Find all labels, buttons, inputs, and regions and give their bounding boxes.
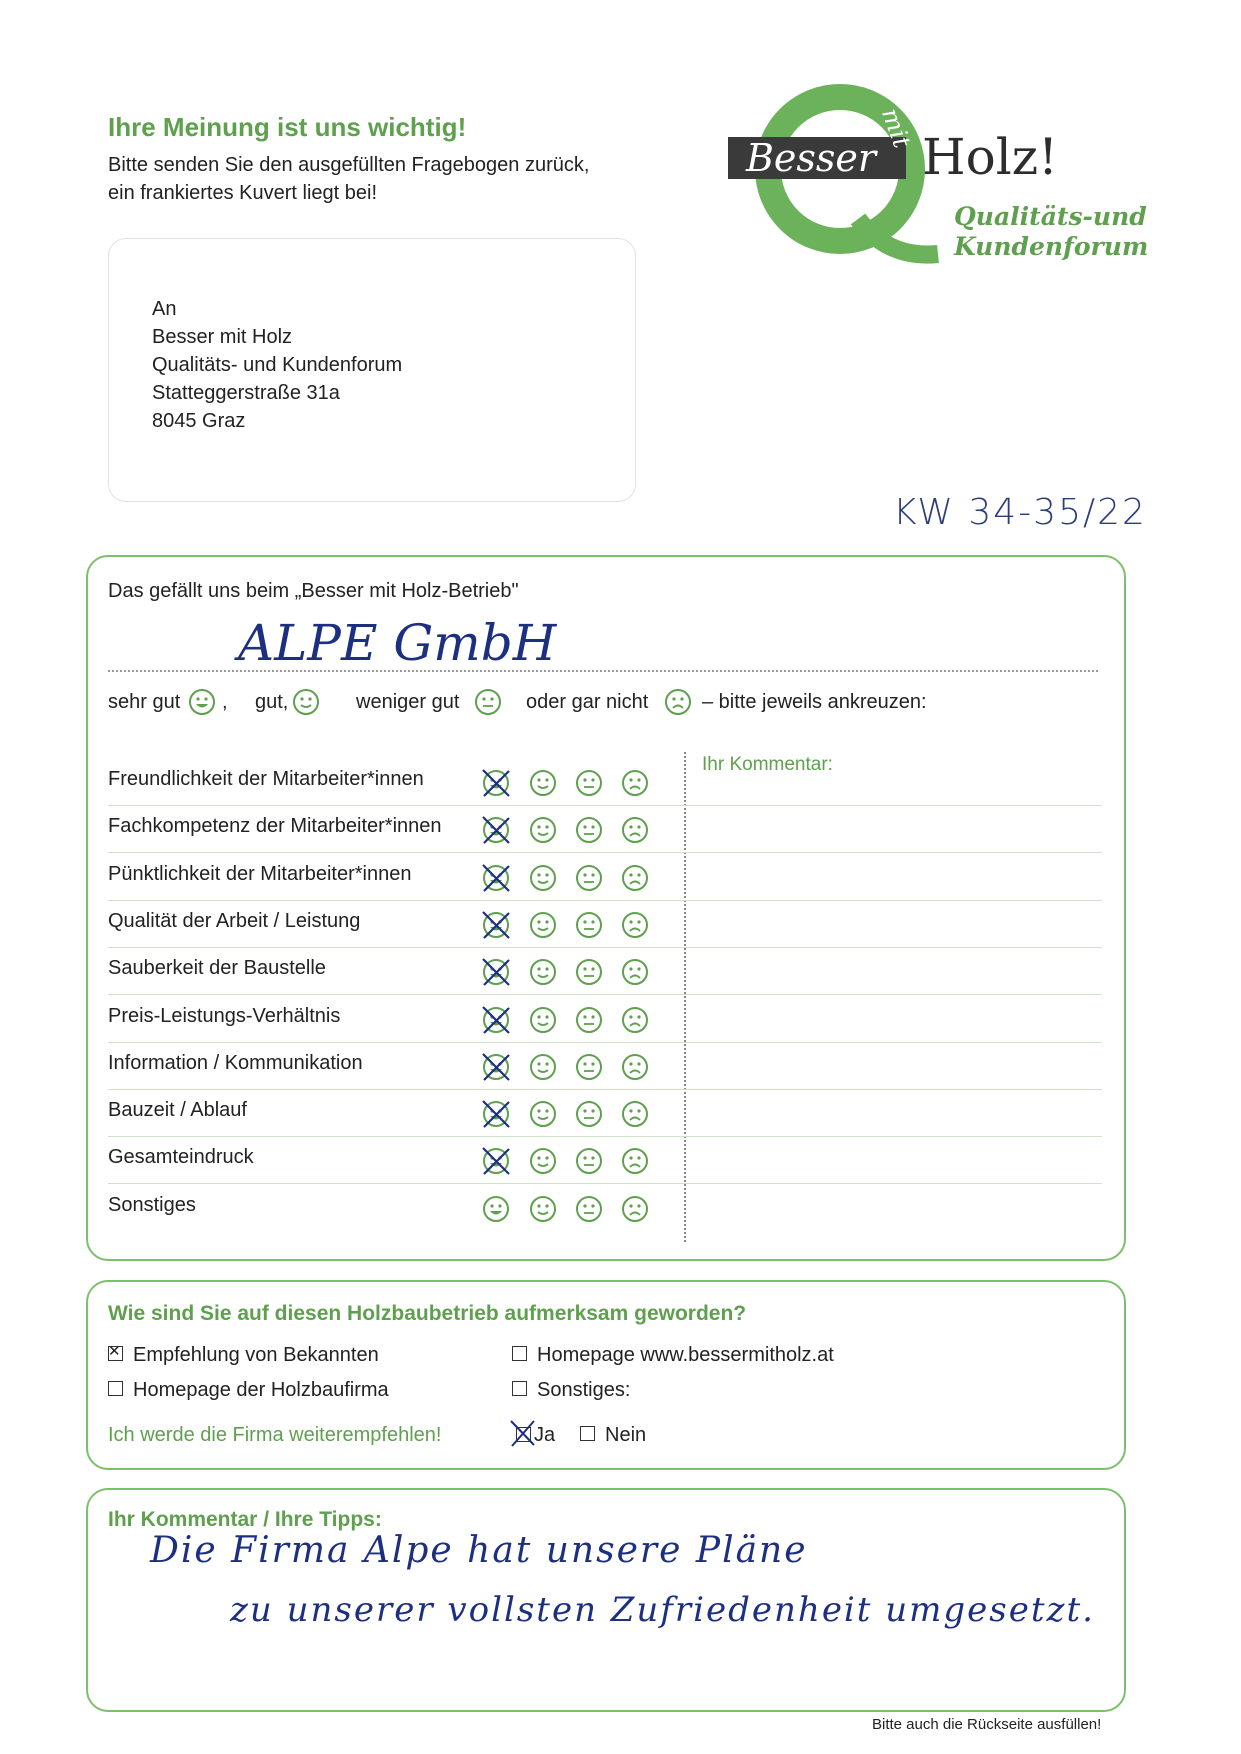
logo-subtitle-1: Qualitäts-und (954, 202, 1147, 231)
source-title: Wie sind Sie auf diesen Holzbaubetrieb aufmerksam geworden? (108, 1302, 747, 1325)
rating-row-divider (108, 1136, 1102, 1137)
option-label: Homepage der Holzbaufirma (133, 1379, 389, 1401)
sad-face-icon[interactable] (621, 816, 649, 844)
option-label: Homepage www.bessermitholz.at (537, 1344, 834, 1366)
address-line: An (152, 298, 177, 320)
company-name-line (108, 670, 1098, 672)
legend-weniger-gut: weniger gut (356, 691, 460, 713)
comment-column-header: Ihr Kommentar: (702, 754, 833, 775)
footer-note: Bitte auch die Rückseite ausfüllen! (872, 1716, 1102, 1733)
smile-face-icon[interactable] (529, 769, 557, 797)
logo (728, 84, 1148, 274)
neutral-face-icon[interactable] (575, 1053, 603, 1081)
smile-face-icon[interactable] (529, 911, 557, 939)
legend-gar-nicht: oder gar nicht (526, 691, 649, 713)
rating-row-divider (108, 994, 1102, 995)
neutral-face-icon[interactable] (575, 958, 603, 986)
nein-checkbox[interactable] (580, 1426, 595, 1441)
option-label: Empfehlung von Bekannten (133, 1344, 379, 1366)
smile-face-icon[interactable] (529, 1053, 557, 1081)
homepage-firma-checkbox[interactable] (108, 1381, 123, 1396)
rating-row-divider (108, 900, 1102, 901)
sad-face-icon (664, 688, 692, 716)
logo-subtitle-2: Kundenforum (954, 232, 1149, 261)
rating-row-label: Freundlichkeit der Mitarbeiter*innen (108, 768, 424, 790)
option-homepage-bmh[interactable] (512, 1344, 834, 1367)
rating-row-divider (108, 1089, 1102, 1090)
handwritten-cross-icon (508, 1418, 538, 1448)
legend-sehr-gut: sehr gut (108, 691, 181, 713)
homepage-bmh-checkbox[interactable] (512, 1346, 527, 1361)
neutral-face-icon[interactable] (575, 769, 603, 797)
option-label: Sonstiges: (537, 1379, 631, 1401)
ja-label: Ja (534, 1424, 556, 1446)
smile-face-icon[interactable] (529, 1147, 557, 1175)
neutral-face-icon[interactable] (575, 1006, 603, 1034)
neutral-face-icon[interactable] (575, 816, 603, 844)
very-happy-face-icon[interactable] (482, 1195, 510, 1223)
neutral-face-icon[interactable] (575, 864, 603, 892)
legend-instruction: – bitte jeweils ankreuzen: (702, 691, 927, 713)
option-homepage-firma[interactable] (108, 1379, 389, 1402)
very-happy-face-icon[interactable] (482, 1053, 510, 1081)
nein-label: Nein (605, 1424, 647, 1446)
smile-face-icon[interactable] (529, 864, 557, 892)
sad-face-icon[interactable] (621, 1100, 649, 1128)
smile-face-icon[interactable] (529, 958, 557, 986)
very-happy-face-icon[interactable] (482, 769, 510, 797)
smile-face-icon[interactable] (529, 1100, 557, 1128)
rating-row-divider (108, 947, 1102, 948)
empfehlung-checkbox[interactable] (108, 1346, 123, 1361)
very-happy-face-icon[interactable] (482, 1147, 510, 1175)
ja-checkbox[interactable] (512, 1423, 534, 1445)
smile-face-icon (292, 688, 320, 716)
rating-intro: Das gefällt uns beim „Besser mit Holz-Betrieb" (108, 580, 519, 602)
sad-face-icon[interactable] (621, 958, 649, 986)
option-sonstiges[interactable] (512, 1379, 630, 1402)
very-happy-face-icon[interactable] (482, 958, 510, 986)
logo-besser: Besser (746, 136, 877, 180)
comment-column-divider (684, 752, 686, 1242)
very-happy-face-icon (188, 688, 216, 716)
rating-row-label: Qualität der Arbeit / Leistung (108, 909, 361, 932)
sad-face-icon[interactable] (621, 1147, 649, 1175)
smile-face-icon[interactable] (529, 1195, 557, 1223)
rating-row-label: Information / Kommunikation (108, 1051, 363, 1074)
page-title: Ihre Meinung ist uns wichtig! (108, 112, 467, 142)
very-happy-face-icon[interactable] (482, 864, 510, 892)
option-empfehlung[interactable] (108, 1344, 379, 1367)
very-happy-face-icon[interactable] (482, 816, 510, 844)
recommend-nein[interactable] (578, 1424, 646, 1447)
smile-face-icon[interactable] (529, 816, 557, 844)
logo-mit: mit (876, 104, 917, 152)
neutral-face-icon[interactable] (575, 1195, 603, 1223)
legend-gut: gut, (255, 691, 289, 713)
recommend-ja[interactable] (512, 1424, 555, 1447)
neutral-face-icon[interactable] (575, 1100, 603, 1128)
rating-row-label: Pünktlichkeit der Mitarbeiter*innen (108, 862, 412, 885)
very-happy-face-icon[interactable] (482, 1006, 510, 1034)
rating-row-label: Sonstiges (108, 1193, 196, 1216)
address-line: Besser mit Holz (152, 326, 293, 348)
recommend-label: Ich werde die Firma weiterempfehlen! (108, 1424, 442, 1446)
rating-row-divider (108, 1042, 1102, 1043)
neutral-face-icon[interactable] (575, 1147, 603, 1175)
address-line: 8045 Graz (152, 410, 246, 432)
rating-row-divider (108, 1183, 1102, 1184)
logo-holz: Holz! (922, 128, 1059, 186)
sad-face-icon[interactable] (621, 864, 649, 892)
header-instruction-1: Bitte senden Sie den ausgefüllten Fragebogen zurück, (108, 154, 590, 176)
smile-face-icon[interactable] (529, 1006, 557, 1034)
address-line: Qualitäts- und Kundenforum (152, 354, 403, 376)
rating-row-divider (108, 852, 1102, 853)
rating-row-label: Sauberkeit der Baustelle (108, 957, 326, 980)
sad-face-icon[interactable] (621, 1053, 649, 1081)
sonstiges-checkbox[interactable] (512, 1381, 527, 1396)
rating-row-label: Gesamteindruck (108, 1146, 254, 1169)
very-happy-face-icon[interactable] (482, 911, 510, 939)
comment-title: Ihr Kommentar / Ihre Tipps: (108, 1508, 382, 1531)
address-line: Statteggerstraße 31a (152, 382, 340, 404)
rating-row-label: Fachkompetenz der Mitarbeiter*innen (108, 815, 442, 838)
sad-face-icon[interactable] (621, 1195, 649, 1223)
very-happy-face-icon[interactable] (482, 1100, 510, 1128)
handwritten-comment-line-1[interactable]: Die Firma Alpe hat unsere Pläne (150, 1530, 808, 1571)
company-name[interactable]: ALPE GmbH (238, 614, 557, 672)
handwritten-comment-line-2[interactable]: zu unserer vollsten Zufriedenheit umgesetzt. (230, 1590, 1095, 1630)
handwritten-reference: KW 34-35/22 (893, 492, 1147, 533)
sad-face-icon[interactable] (621, 769, 649, 797)
rating-row-label: Bauzeit / Ablauf (108, 1099, 247, 1122)
sad-face-icon[interactable] (621, 1006, 649, 1034)
rating-row-divider (108, 805, 1102, 806)
neutral-face-icon (474, 688, 502, 716)
neutral-face-icon[interactable] (575, 911, 603, 939)
sad-face-icon[interactable] (621, 911, 649, 939)
rating-row-label: Preis-Leistungs-Verhältnis (108, 1004, 341, 1027)
header-instruction-2: ein frankiertes Kuvert liegt bei! (108, 182, 378, 204)
